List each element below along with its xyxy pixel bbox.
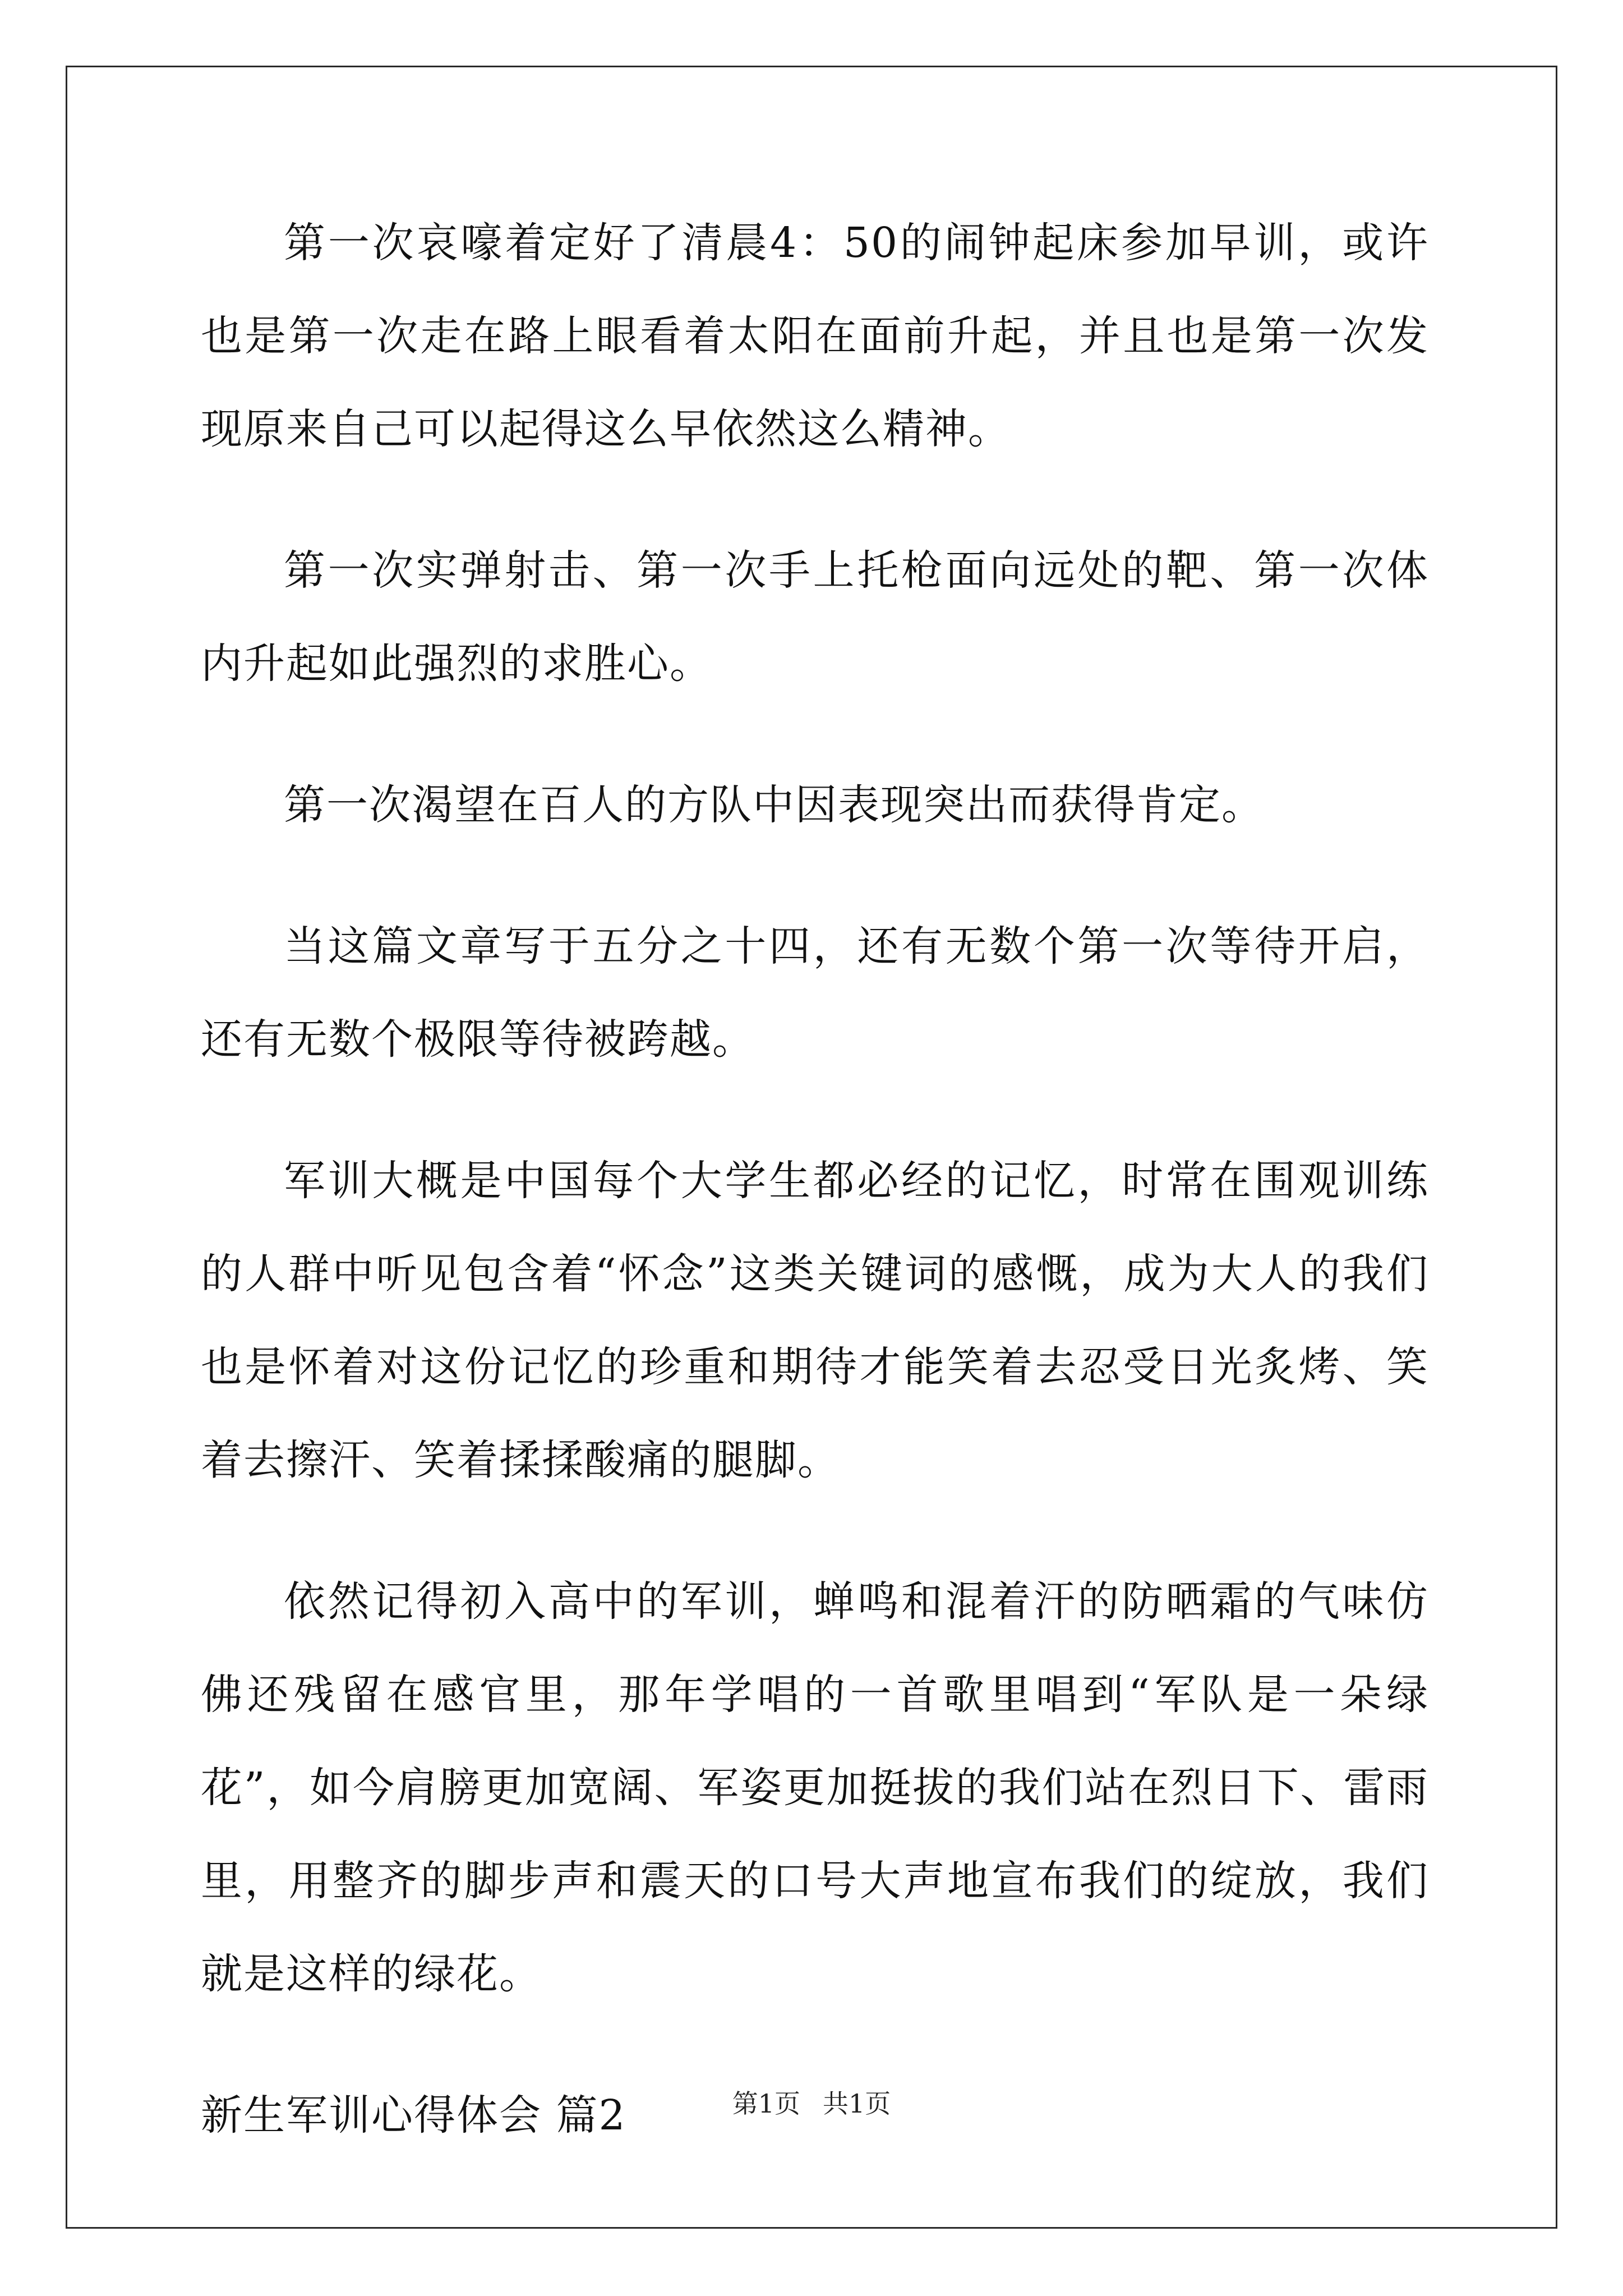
paragraph-4: 当这篇文章写于五分之十四，还有无数个第一次等待开启，还有无数个极限等待被跨越。 — [201, 922, 1429, 1064]
page-total: 共1页 — [823, 2088, 891, 2119]
page-footer — [0, 2087, 1623, 2120]
paragraph-1: 第一次哀嚎着定好了清晨4：50的闹钟起床参加早训，或许也是第一次走在路上眼看着太阳在面前升起，并且也是第一次发现原来自己可以起得这么早依然这么精神。 — [201, 219, 1429, 453]
paragraph-5: 军训大概是中国每个大学生都必经的记忆，时常在围观训练的人群中听见包含着“怀念”这类关键词的感慨，成为大人的我们也是怀着对这份记忆的珍重和期待才能笑着去忍受日光炙烤、笑着去擦汗、笑着揉揉酸痛的腿脚。 — [201, 1157, 1429, 1484]
section-heading: 新生军训心得体会 篇2 — [201, 2091, 626, 2139]
paragraph-6: 依然记得初入高中的军训，蝉鸣和混着汗的防晒霜的气味仿佛还残留在感官里，那年学唱的一首歌里唱到“军队是一朵绿花”，如今肩膀更加宽阔、军姿更加挺拔的我们站在烈日下、雷雨里，用整齐的脚步声和震天的口号大声地宣布我们的绽放，我们就是这样的绿花。 — [201, 1577, 1429, 1998]
page-number: 第1页 — [732, 2088, 800, 2119]
paragraph-2: 第一次实弹射击、第一次手上托枪面向远处的靶、第一次体内升起如此强烈的求胜心。 — [201, 546, 1429, 688]
paragraph-3: 第一次渴望在百人的方队中因表现突出而获得肯定。 — [284, 781, 1264, 829]
document-body — [201, 196, 1429, 2162]
